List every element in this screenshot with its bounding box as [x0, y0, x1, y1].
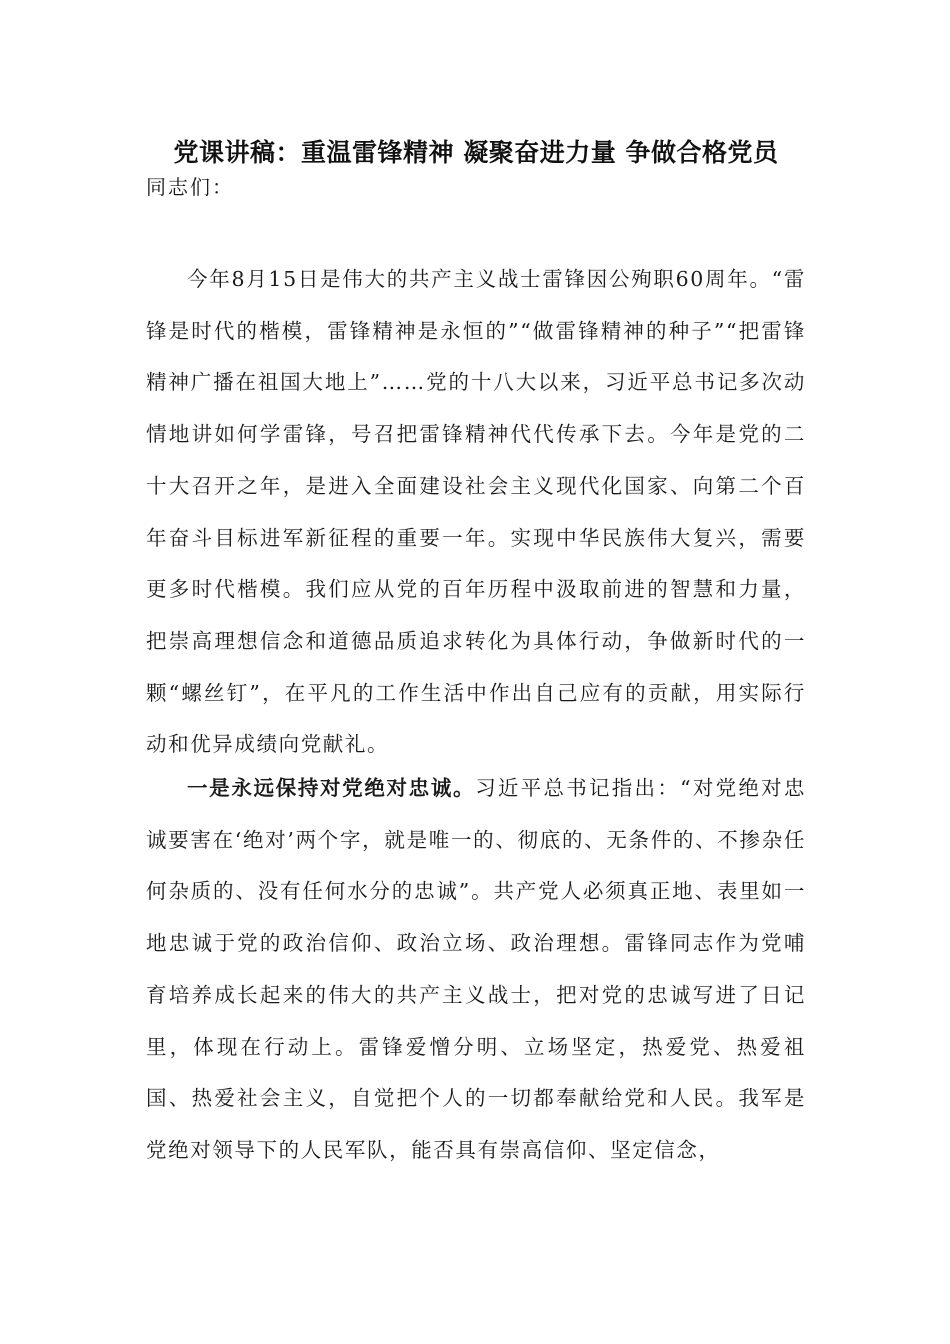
salutation: 同志们： [146, 175, 234, 199]
paragraph-body: 习近平总书记指出：“对党绝对忠诚要害在‘绝对’两个字，就是唯一的、彻底的、无条件的、不掺杂任何杂质的、没有任何水分的忠诚”。共产党人必须真正地、表里如一地忠诚于党的政治信仰、政治立场、政治理想。雷锋同志作为党哺育培养成长起来的伟大的共产主义战士，把对党的忠诚写进了日记里，体现在行动上。雷锋爱憎分明、立场坚定，热爱党、热爱祖国、热爱社会主义，自觉把个人的一切都奉献给党和人民。我军是党绝对领导下的人民军队，能否具有崇高信仰、坚定信念， [146, 776, 807, 1162]
paragraph-intro: 今年8月15日是伟大的共产主义战士雷锋因公殉职60周年。“雷锋是时代的楷模，雷锋精神是永恒的”“做雷锋精神的种子”“把雷锋精神广播在祖国大地上”……党的十八大以来，习近平总书记多次动情地讲如何学雷锋，号召把雷锋精神代代传承下去。今年是党的二十大召开之年，是进入全面建设社会主义现代化国家、向第二个百年奋斗目标进军新征程的重要一年。实现中华民族伟大复兴，需要更多时代楷模。我们应从党的百年历程中汲取前进的智慧和力量，把崇高理想信念和道德品质追求转化为具体行动，争做新时代的一颗“螺丝钉”，在平凡的工作生活中作出自己应有的贡献，用实际行动和优异成绩向党献礼。 [146, 267, 806, 757]
document-title: 党课讲稿：重温雷锋精神 凝聚奋进力量 争做合格党员 [173, 138, 779, 167]
paragraph-loyalty [146, 763, 806, 1177]
paragraph-lead-heading: 一是永远保持对党绝对忠诚。 [187, 776, 476, 800]
